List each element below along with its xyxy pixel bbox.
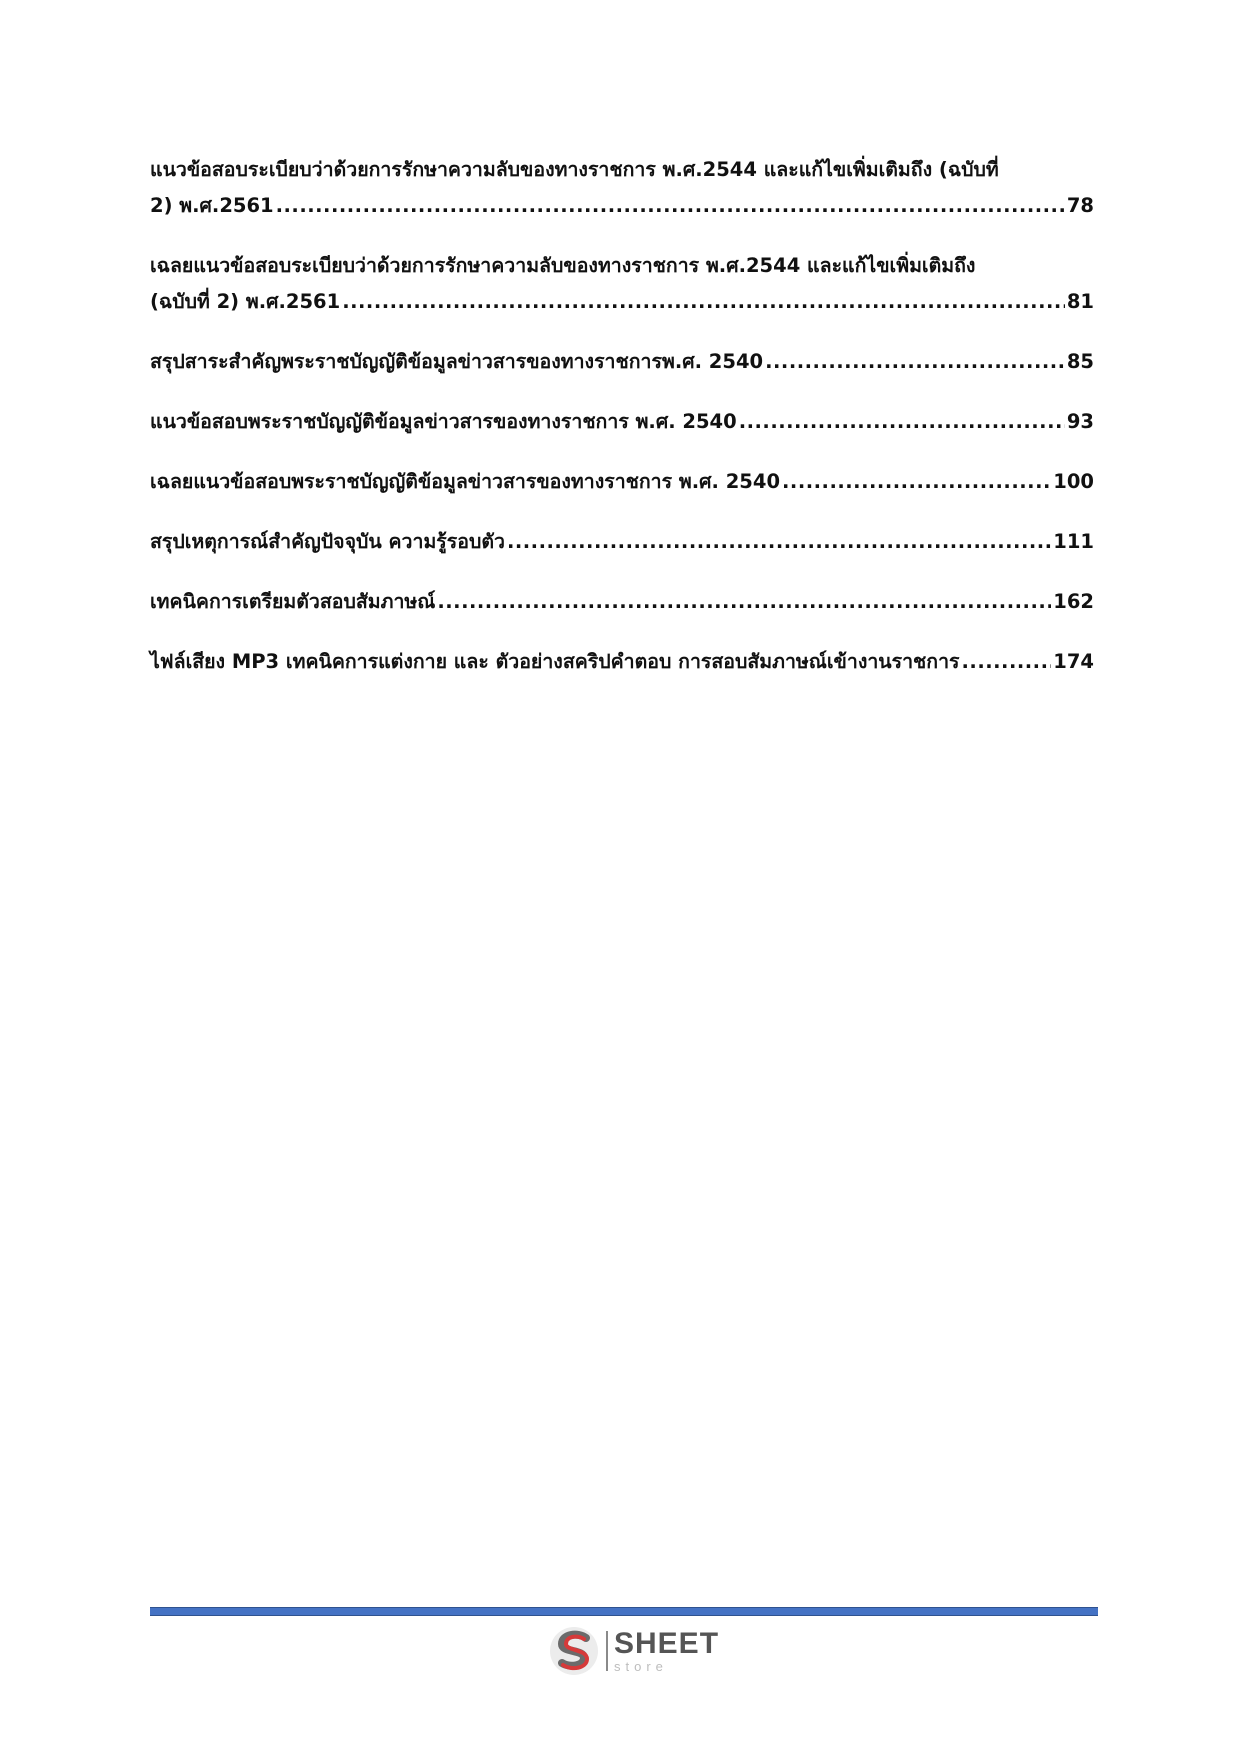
toc-entry[interactable] bbox=[150, 464, 1094, 500]
toc-entry[interactable] bbox=[150, 152, 1094, 224]
sheet-store-logo-icon bbox=[548, 1625, 600, 1677]
dot-leader bbox=[276, 188, 1065, 224]
dot-leader bbox=[782, 464, 1051, 500]
dot-leader bbox=[962, 644, 1052, 680]
toc-entry-title: เทคนิคการเตรียมตัวสอบสัมภาษณ์ bbox=[150, 590, 436, 613]
toc-entry-title: (ฉบับที่ 2) พ.ศ.2561 bbox=[150, 290, 341, 313]
dot-leader bbox=[507, 524, 1051, 560]
toc-entry-title: แนวข้อสอบพระราชบัญญัติข้อมูลข่าวสารของทางราชการ พ.ศ. 2540 bbox=[150, 410, 737, 433]
toc-entry-title: สรุปสาระสำคัญพระราชบัญญัติข้อมูลข่าวสารของทางราชการพ.ศ. 2540 bbox=[150, 350, 764, 373]
toc-entry-title-line: เฉลยแนวข้อสอบระเบียบว่าด้วยการรักษาความลับของทางราชการ พ.ศ.2544 และแก้ไขเพิ่มเติมถึง bbox=[150, 254, 976, 277]
toc-entry[interactable] bbox=[150, 584, 1094, 620]
sheet-store-logo bbox=[548, 1625, 719, 1677]
toc-page-number: 93 bbox=[1066, 410, 1094, 433]
dot-leader bbox=[765, 344, 1065, 380]
dot-leader bbox=[739, 404, 1065, 440]
toc-entry-title-line: แนวข้อสอบระเบียบว่าด้วยการรักษาความลับของทางราชการ พ.ศ.2544 และแก้ไขเพิ่มเติมถึง (ฉบับที่ bbox=[150, 158, 999, 181]
toc-entry[interactable] bbox=[150, 644, 1094, 680]
logo-divider bbox=[606, 1631, 608, 1671]
toc-entry-title: 2) พ.ศ.2561 bbox=[150, 194, 274, 217]
dot-leader bbox=[342, 284, 1065, 320]
toc-page-number: 78 bbox=[1066, 194, 1094, 217]
toc-entry-title: เฉลยแนวข้อสอบพระราชบัญญัติข้อมูลข่าวสารของทางราชการ พ.ศ. 2540 bbox=[150, 470, 781, 493]
dot-leader bbox=[437, 584, 1051, 620]
toc-page-number: 81 bbox=[1066, 290, 1094, 313]
toc-page-number: 100 bbox=[1053, 470, 1094, 493]
logo-wordmark: SHEET bbox=[614, 1627, 720, 1660]
toc-page-number: 111 bbox=[1053, 530, 1094, 553]
toc-page-number: 174 bbox=[1053, 650, 1094, 673]
table-of-contents bbox=[150, 152, 1094, 704]
toc-entry[interactable] bbox=[150, 524, 1094, 560]
footer-rule bbox=[150, 1607, 1098, 1616]
toc-entry-title: สรุปเหตุการณ์สำคัญปัจจุบัน ความรู้รอบตัว bbox=[150, 530, 505, 553]
toc-page-number: 85 bbox=[1066, 350, 1094, 373]
toc-page-number: 162 bbox=[1053, 590, 1094, 613]
toc-entry-title: ไฟล์เสียง MP3 เทคนิคการแต่งกาย และ ตัวอย่างสคริปคำตอบ การสอบสัมภาษณ์เข้างานราชการ bbox=[150, 650, 960, 673]
toc-entry[interactable] bbox=[150, 344, 1094, 380]
toc-entry[interactable] bbox=[150, 404, 1094, 440]
logo-subtitle: store bbox=[614, 1659, 668, 1674]
toc-entry[interactable] bbox=[150, 248, 1094, 320]
